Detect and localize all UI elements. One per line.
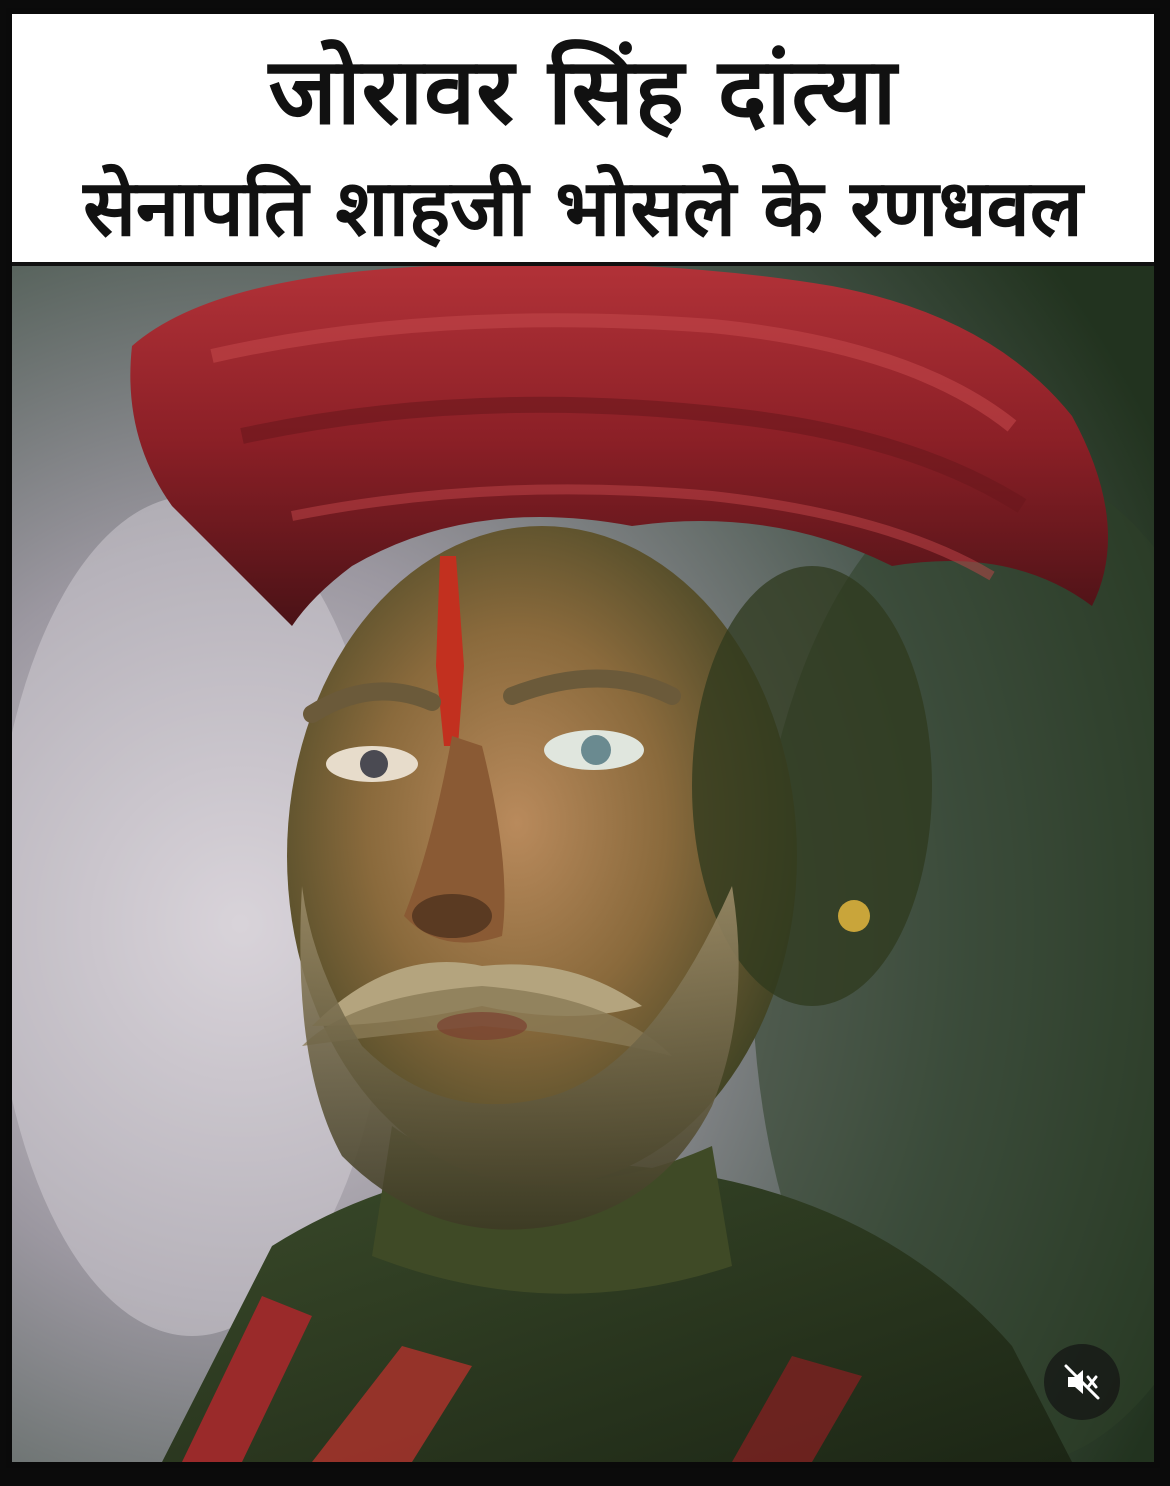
mute-button[interactable] (1044, 1344, 1120, 1420)
portrait-painting (12, 266, 1154, 1462)
headline-subtitle: सेनापति शाहजी भोसले के रणधवल (83, 164, 1083, 254)
speaker-muted-icon (1062, 1362, 1102, 1402)
portrait-illustration (12, 266, 1154, 1462)
headline-banner (12, 14, 1154, 266)
headline-title: जोरावर सिंह दांत्या (268, 38, 898, 145)
post-image (6, 8, 1160, 1468)
